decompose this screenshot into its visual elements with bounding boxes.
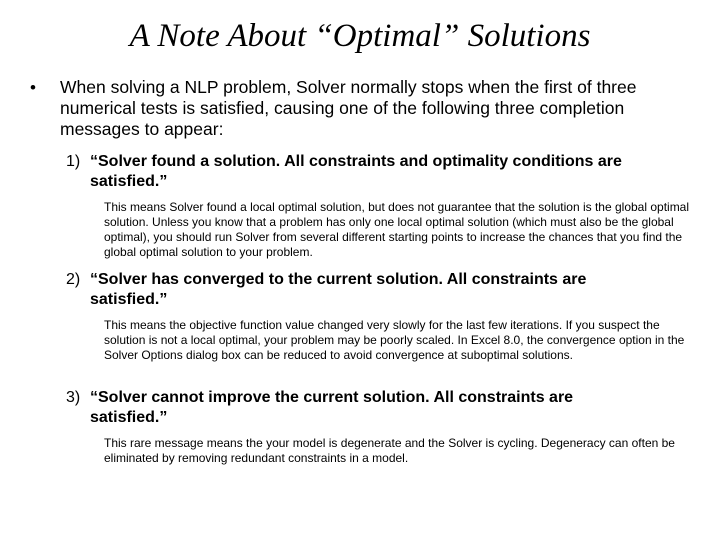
item-1-title [66,152,706,192]
item-2-title-line1: “Solver has converged to the current solution. All constraints are [90,271,587,288]
item-2-title-line2: satisfied.” [90,291,168,308]
item-2-description: This means the objective function value changed very slowly for the last few iterations. If you suspect the solution is not a local optimal, your problem may be poorly scaled. In Excel 8.0, the convergence option in the Solver Options dialog box can be reduced to avoid convergence at suboptimal solutions. [104,318,685,362]
item-3-description: This rare message means the your model is degenerate and the Solver is cycling. Degeneracy can often be eliminated by removing redundant constraints in a model. [104,436,675,465]
item-1-title-line2: satisfied.” [90,173,168,190]
item-3-number: 3) [66,389,81,406]
bullet-marker: • [30,78,36,97]
item-2-number: 2) [66,271,81,288]
item-1-number: 1) [66,153,81,170]
bullet-text: When solving a NLP problem, Solver normally stops when the first of three numerical tests is satisfied, causing one of the following three completion messages to appear: [60,77,637,139]
item-3-title-line1: “Solver cannot improve the current solution. All constraints are [90,389,574,406]
item-3-title-line2: satisfied.” [90,409,168,426]
item-1-description: This means Solver found a local optimal solution, but does not guarantee that the solution is the global optimal solution. Unless you know that a problem has only one local optimal solution (which must also be the global optimal), you should run Solver from several different starting points to increase the chances that you find the global optimal solution to your problem. [104,200,690,259]
item-1-title-line1: “Solver found a solution. All constraints and optimality conditions are [90,153,622,170]
slide-title: A Note About “Optimal” Solutions [129,18,591,54]
item-3-title [66,388,706,428]
item-2-title [66,270,706,310]
